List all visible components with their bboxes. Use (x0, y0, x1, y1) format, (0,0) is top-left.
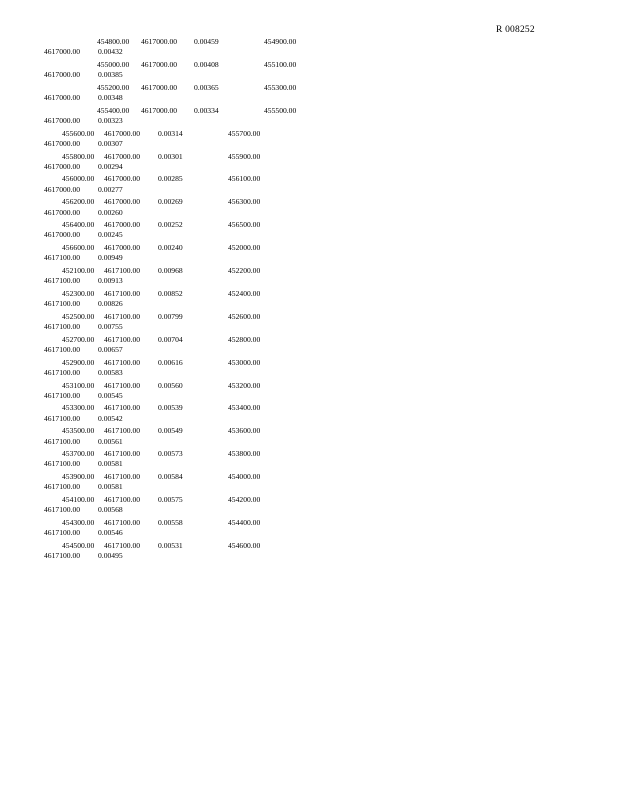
record-value-c2: 0.00542 (98, 413, 123, 423)
record-value-y1: 4617100.00 (104, 540, 141, 550)
record-value-x1: 455000.00 (97, 59, 130, 69)
record-value-x1: 452900.00 (62, 357, 95, 367)
record-value-y2: 4617000.00 (44, 70, 81, 80)
record-value-x1: 453900.00 (62, 472, 95, 482)
record-value-y2: 4617000.00 (44, 230, 81, 240)
record-value-c2: 0.00581 (98, 482, 123, 492)
record-value-x1: 453700.00 (62, 449, 95, 459)
record-value-y2: 4617100.00 (44, 253, 81, 263)
record-value-y1: 4617000.00 (104, 197, 141, 207)
record-value-y1: 4617000.00 (104, 128, 141, 138)
record-value-x1: 453100.00 (62, 380, 95, 390)
record-value-x1: 452100.00 (62, 266, 95, 275)
record-value-c2: 0.00949 (98, 253, 123, 263)
record-value-x1: 454500.00 (62, 540, 95, 550)
record-value-c2: 0.00260 (98, 207, 123, 217)
record-value-x1: 452300.00 (62, 288, 95, 298)
record-value-y2: 4617100.00 (44, 276, 81, 286)
record-value-x2: 453600.00 (228, 426, 261, 436)
record-value-c1: 0.00539 (158, 403, 183, 413)
record-value-x1: 454100.00 (62, 495, 95, 504)
record-value-c2: 0.00245 (98, 230, 123, 240)
record-value-x2: 455100.00 (264, 59, 297, 69)
record-value-y1: 4617100.00 (104, 334, 141, 344)
record-value-y2: 4617000.00 (44, 161, 81, 171)
record-value-c1: 0.00252 (158, 220, 183, 230)
record-value-c2: 0.00546 (98, 528, 123, 538)
record-value-x2: 454600.00 (228, 540, 261, 550)
record-value-c1: 0.00408 (194, 59, 219, 69)
record-value-c1: 0.00573 (158, 449, 183, 459)
record-value-y2: 4617100.00 (44, 482, 81, 492)
record-value-x1: 455200.00 (97, 82, 130, 92)
record-value-c2: 0.00545 (98, 390, 123, 400)
record-value-y2: 4617000.00 (44, 47, 81, 57)
record-value-c1: 0.00575 (158, 495, 183, 504)
record-value-c2: 0.00581 (98, 459, 123, 469)
record-value-y2: 4617000.00 (44, 115, 81, 125)
record-value-y2: 4617100.00 (44, 322, 81, 331)
record-value-x1: 454800.00 (97, 37, 130, 46)
record-value-c2: 0.00432 (98, 47, 123, 57)
record-value-y1: 4617100.00 (104, 266, 141, 275)
record-value-y1: 4617100.00 (104, 495, 141, 504)
record-value-y1: 4617000.00 (141, 59, 178, 69)
record-value-x2: 454400.00 (228, 517, 261, 527)
record-value-x2: 456500.00 (228, 220, 261, 230)
record-value-c1: 0.00459 (194, 37, 219, 46)
record-value-x1: 455800.00 (62, 151, 95, 161)
record-value-y2: 4617100.00 (44, 367, 81, 377)
record-value-x1: 453300.00 (62, 403, 95, 413)
record-value-x2: 456300.00 (228, 197, 261, 207)
record-value-x2: 452200.00 (228, 266, 261, 275)
record-value-c1: 0.00799 (158, 311, 183, 321)
record-value-c1: 0.00531 (158, 540, 183, 550)
record-value-y2: 4617000.00 (44, 184, 81, 194)
record-value-c1: 0.00852 (158, 288, 183, 298)
record-value-x2: 455500.00 (264, 105, 297, 115)
record-value-y2: 4617100.00 (44, 390, 81, 400)
record-value-y1: 4617100.00 (104, 449, 141, 459)
record-value-c2: 0.00561 (98, 436, 123, 446)
record-value-c2: 0.00755 (98, 322, 123, 331)
record-value-c2: 0.00277 (98, 184, 123, 194)
record-value-y2: 4617000.00 (44, 207, 81, 217)
record-value-x2: 454000.00 (228, 472, 261, 482)
record-value-y1: 4617000.00 (104, 151, 141, 161)
record-value-c2: 0.00323 (98, 115, 123, 125)
record-value-c1: 0.00704 (158, 334, 183, 344)
record-value-c2: 0.00348 (98, 93, 123, 102)
record-value-c2: 0.00495 (98, 551, 123, 560)
record-value-x1: 453500.00 (62, 426, 95, 436)
record-value-c1: 0.00549 (158, 426, 183, 436)
record-value-y1: 4617100.00 (104, 288, 141, 298)
record-value-x2: 452400.00 (228, 288, 261, 298)
record-value-c1: 0.00968 (158, 266, 183, 275)
record-value-y2: 4617100.00 (44, 344, 81, 354)
record-value-y1: 4617100.00 (104, 311, 141, 321)
record-value-x2: 452800.00 (228, 334, 261, 344)
record-value-c2: 0.00568 (98, 505, 123, 515)
record-value-x2: 454200.00 (228, 495, 261, 504)
record-value-y1: 4617100.00 (104, 403, 141, 413)
record-value-x1: 456200.00 (62, 197, 95, 207)
record-value-c1: 0.00584 (158, 472, 183, 482)
record-value-c1: 0.00560 (158, 380, 183, 390)
record-value-y2: 4617100.00 (44, 436, 81, 446)
record-value-x2: 453400.00 (228, 403, 261, 413)
record-value-x2: 454900.00 (264, 37, 297, 46)
record-value-x2: 453000.00 (228, 357, 261, 367)
record-value-x2: 453800.00 (228, 449, 261, 459)
record-value-c2: 0.00294 (98, 161, 123, 171)
record-value-x1: 455600.00 (62, 128, 95, 138)
record-value-y2: 4617100.00 (44, 551, 81, 560)
record-value-y1: 4617000.00 (104, 174, 141, 184)
record-value-c2: 0.00583 (98, 367, 123, 377)
record-value-x1: 454300.00 (62, 517, 95, 527)
record-value-y2: 4617100.00 (44, 413, 81, 423)
record-value-y1: 4617100.00 (104, 426, 141, 436)
record-value-c1: 0.00334 (194, 105, 219, 115)
record-value-y1: 4617100.00 (104, 517, 141, 527)
record-value-y1: 4617000.00 (141, 37, 178, 46)
record-value-x2: 456100.00 (228, 174, 261, 184)
record-value-x2: 455900.00 (228, 151, 261, 161)
record-value-y1: 4617000.00 (141, 82, 178, 92)
record-value-y2: 4617100.00 (44, 505, 81, 515)
record-value-y2: 4617000.00 (44, 93, 81, 102)
record-value-c1: 0.00301 (158, 151, 183, 161)
record-value-c1: 0.00314 (158, 128, 183, 138)
record-value-c1: 0.00285 (158, 174, 183, 184)
record-value-x1: 456400.00 (62, 220, 95, 230)
record-value-y1: 4617100.00 (104, 380, 141, 390)
record-value-c2: 0.00913 (98, 276, 123, 286)
record-value-y1: 4617000.00 (104, 243, 141, 253)
record-value-c1: 0.00240 (158, 243, 183, 253)
record-value-y2: 4617100.00 (44, 528, 81, 538)
record-value-x2: 453200.00 (228, 380, 261, 390)
record-value-x2: 452000.00 (228, 243, 261, 253)
record-value-y2: 4617000.00 (44, 138, 81, 148)
record-value-x2: 455300.00 (264, 82, 297, 92)
bates-number: R 008252 (496, 25, 535, 35)
record-value-y1: 4617000.00 (141, 105, 178, 115)
record-value-c1: 0.00365 (194, 82, 219, 92)
record-value-c2: 0.00385 (98, 70, 123, 80)
record-value-c2: 0.00657 (98, 344, 123, 354)
record-value-x1: 456000.00 (62, 174, 95, 184)
record-value-y1: 4617100.00 (104, 472, 141, 482)
record-value-c1: 0.00616 (158, 357, 183, 367)
record-value-y1: 4617000.00 (104, 220, 141, 230)
record-value-x1: 456600.00 (62, 243, 95, 253)
record-value-y2: 4617100.00 (44, 459, 81, 469)
record-value-x1: 452700.00 (62, 334, 95, 344)
record-value-x2: 455700.00 (228, 128, 261, 138)
record-value-y2: 4617100.00 (44, 299, 81, 309)
record-value-c1: 0.00269 (158, 197, 183, 207)
record-value-x2: 452600.00 (228, 311, 261, 321)
record-value-c2: 0.00826 (98, 299, 123, 309)
record-value-c2: 0.00307 (98, 138, 123, 148)
record-value-c1: 0.00558 (158, 517, 183, 527)
record-value-y1: 4617100.00 (104, 357, 141, 367)
record-value-x1: 455400.00 (97, 105, 130, 115)
record-value-x1: 452500.00 (62, 311, 95, 321)
